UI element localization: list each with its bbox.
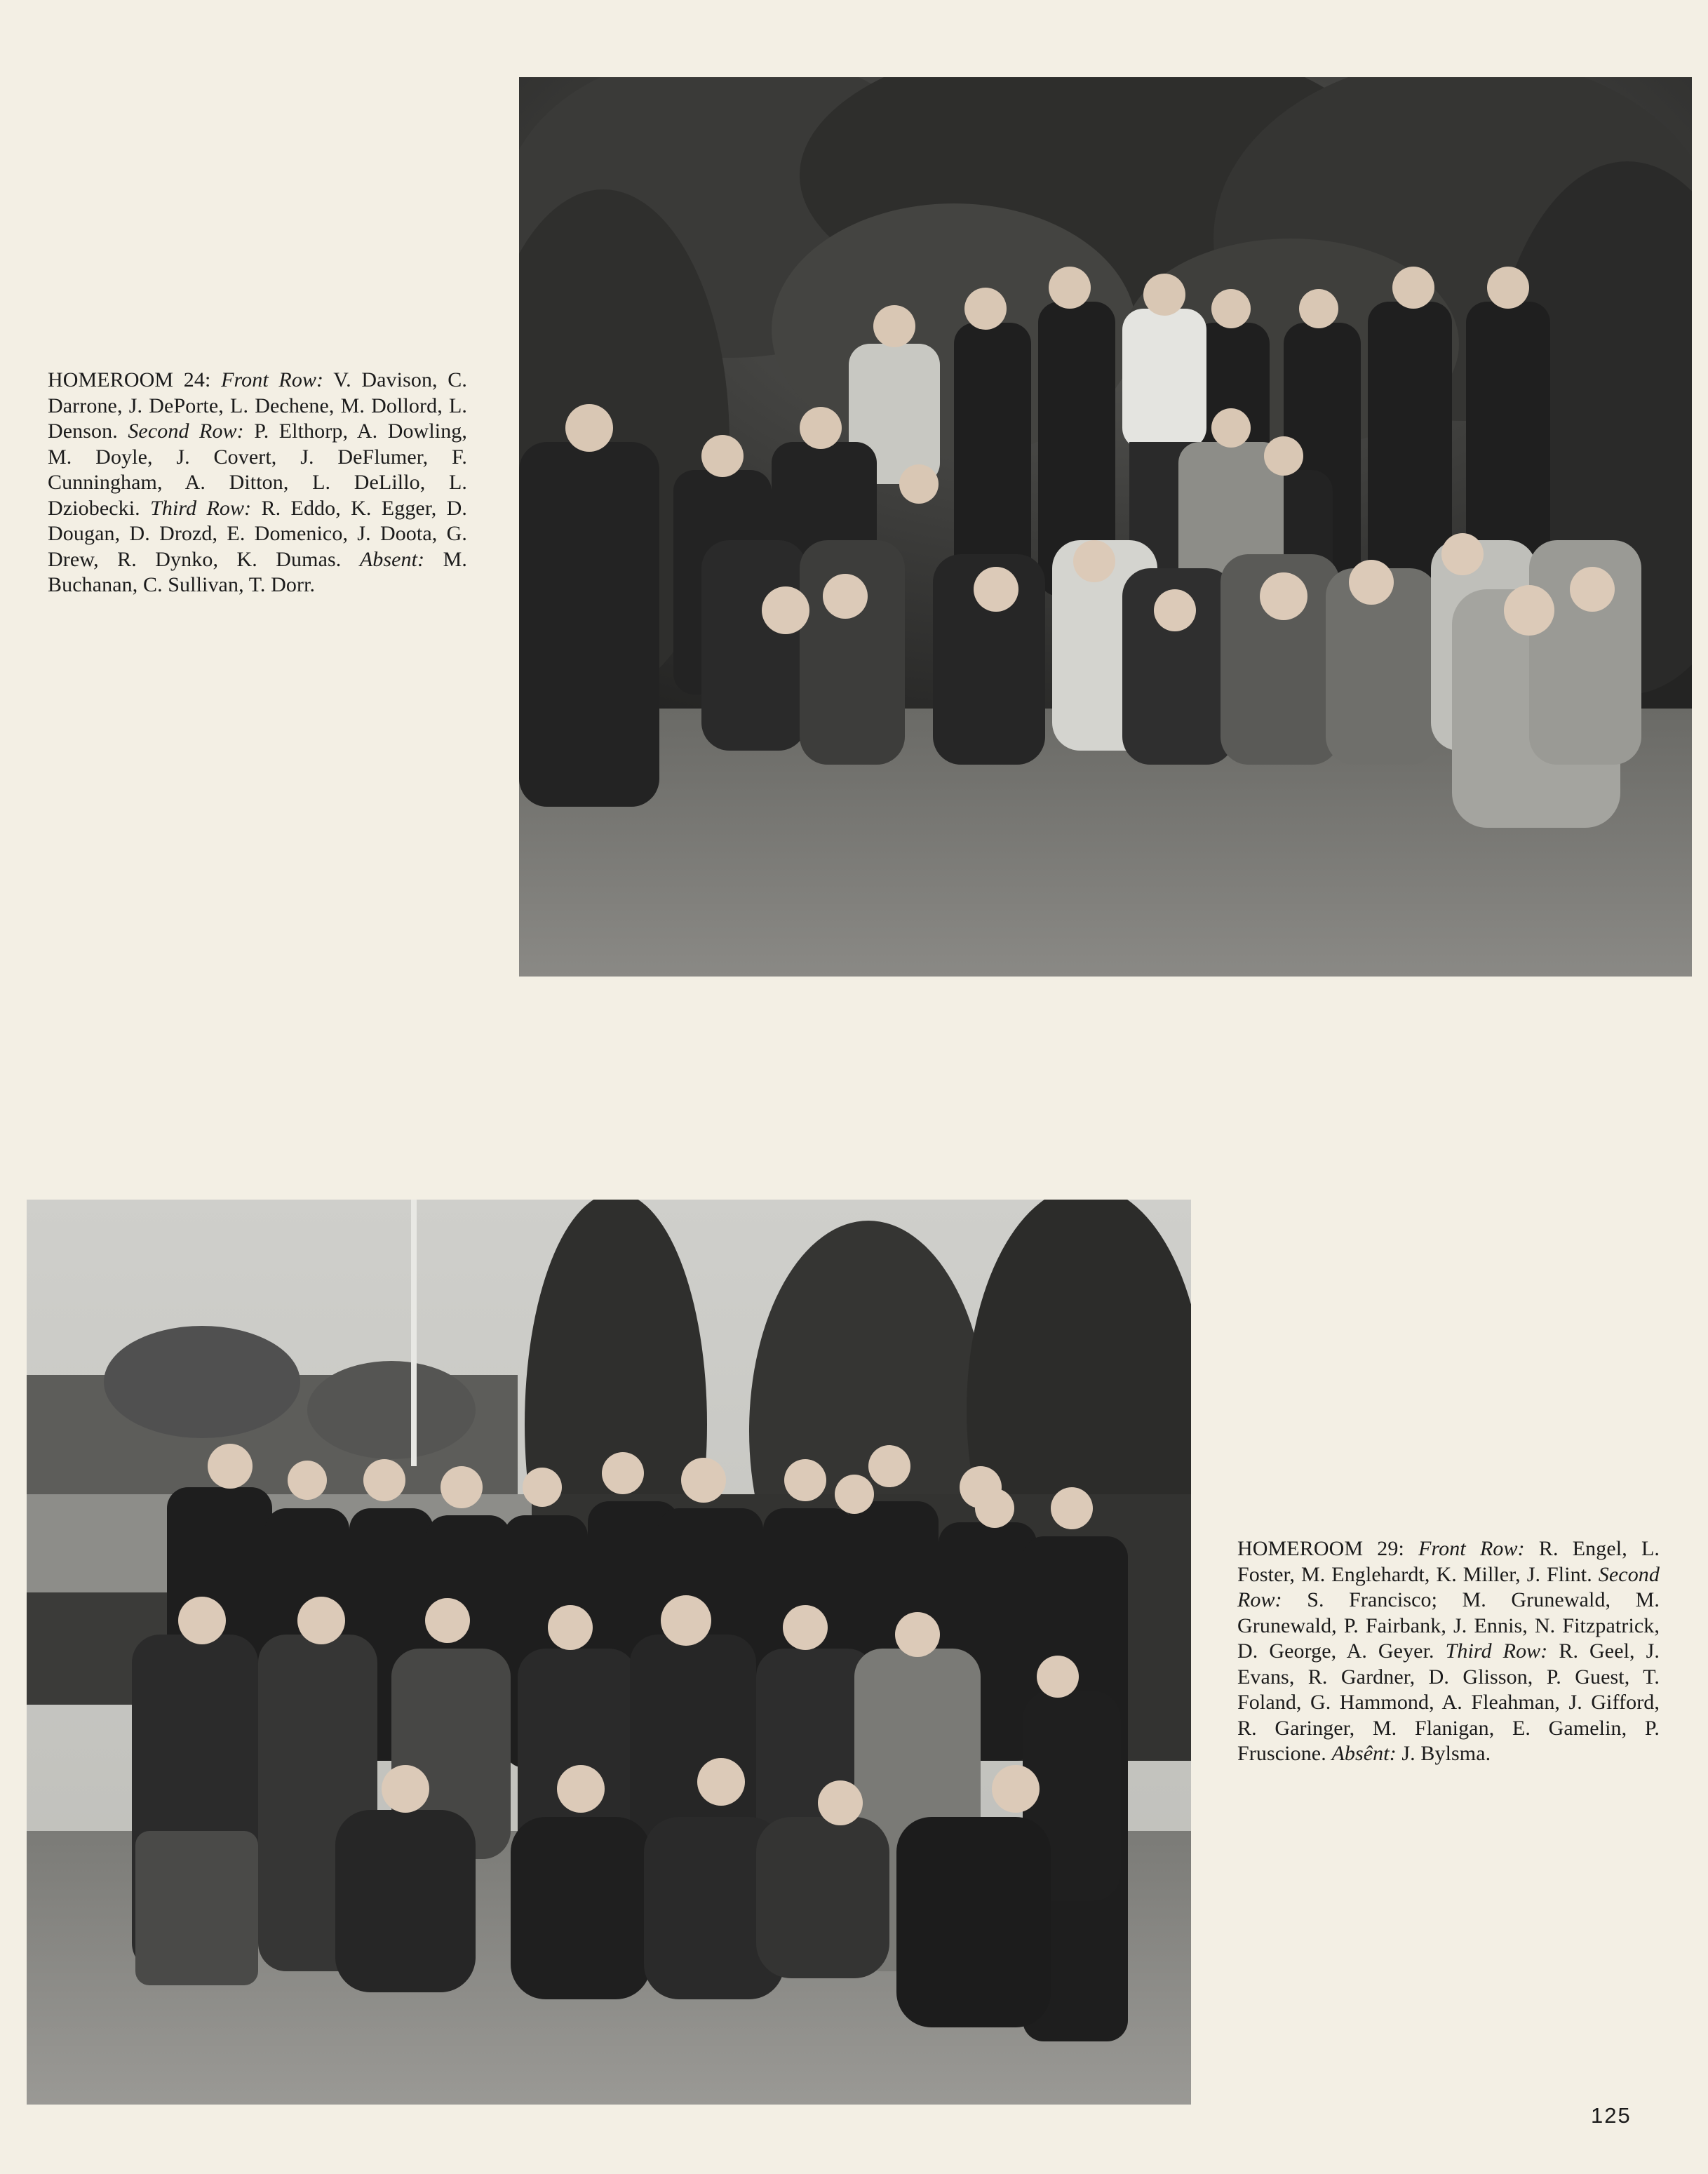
page-number: 125 <box>1591 2103 1632 2128</box>
front-row-label: Front Row: <box>221 368 324 391</box>
homeroom-title: HOMEROOM 29: <box>1237 1537 1404 1560</box>
front-row-names: R. Engel, L. Foster, M. Englehardt, K. Miller, J. Flint. <box>1237 1537 1660 1586</box>
second-row-names: P. Elthorp, A. Dowling, M. Doyle, J. Covert, J. DeFlumer, F. Cunningham, A. Ditton, L. DeLillo, L. Dziobecki. <box>48 420 467 520</box>
second-row-label: Second Row: <box>128 420 244 443</box>
absent-names: J. Bylsma. <box>1401 1742 1491 1765</box>
second-row-label: Second Row: <box>1237 1562 1660 1611</box>
third-row-names: R. Geel, J. Evans, R. Gardner, D. Glisson, P. Guest, T. Foland, G. Hammond, A. Fleahman, J. Gifford, R. Garinger, M. Flanigan, E. Gamelin, P. Fruscione. <box>1237 1639 1660 1765</box>
absent-label: Absênt: <box>1331 1742 1397 1765</box>
absent-names: M. Buchanan, C. Sullivan, T. Dorr. <box>48 547 467 596</box>
homeroom-title: HOMEROOM 24: <box>48 368 211 391</box>
third-row-label: Third Row: <box>1445 1639 1548 1663</box>
homeroom-24-caption <box>48 368 467 598</box>
homeroom-29-group-photo <box>27 1200 1191 2105</box>
absent-label: Absent: <box>359 547 425 571</box>
third-row-label: Third Row: <box>150 496 252 520</box>
homeroom-24-group-photo <box>519 77 1692 977</box>
second-row-names: S. Francisco; M. Grunewald, M. Grunewald, P. Fairbank, J. Ennis, N. Fitzpatrick, D. George, A. Geyer. <box>1237 1588 1660 1663</box>
third-row-names: R. Eddo, K. Egger, D. Dougan, D. Drozd, E. Domenico, J. Doota, G. Drew, R. Dynko, K. Dumas. <box>48 496 468 571</box>
front-row-names: V. Davison, C. Darrone, J. DePorte, L. Dechene, M. Dollord, L. Denson. <box>48 368 467 443</box>
homeroom-29-caption <box>1237 1536 1660 1767</box>
front-row-label: Front Row: <box>1418 1537 1525 1560</box>
